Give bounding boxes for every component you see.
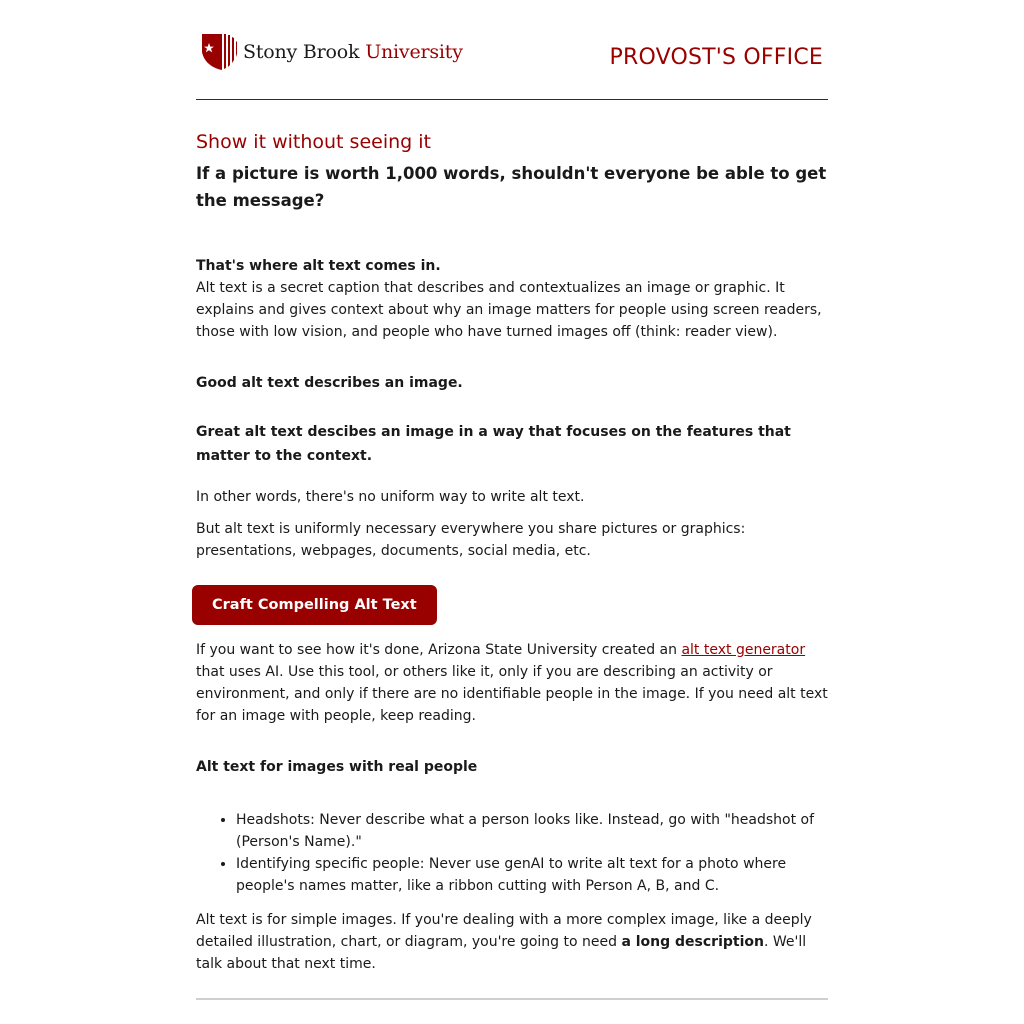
- necessary-text: But alt text is uniformly necessary everywhere you share pictures or graphics: presentations, webpages, documents, social media, etc.: [196, 521, 746, 559]
- craft-alt-text-button[interactable]: Craft Compelling Alt Text: [192, 585, 437, 625]
- intro-heading: That's where alt text comes in.: [196, 258, 441, 274]
- header: [196, 0, 828, 100]
- university-logo[interactable]: [201, 32, 463, 72]
- logo-wordmark: [243, 41, 463, 63]
- people-heading: Alt text for images with real people: [196, 759, 478, 775]
- logo-text-accent: University: [365, 41, 463, 63]
- other-words-text: In other words, there's no uniform way to write alt text.: [196, 489, 585, 505]
- good-alt-text: Good alt text describes an image.: [196, 375, 463, 391]
- article-body: [196, 130, 828, 975]
- generator-text-after: that uses AI. Use this tool, or others like it, only if you are describing an activity or environment, and only if there are no identifiable people in the image. If you need alt text for an image with people, keep reading.: [196, 664, 828, 724]
- closing-text-before: Alt text is for simple images. If you're dealing with a more complex image, like a deeply detailed illustration, chart, or diagram, you're going to need: [196, 912, 812, 950]
- intro-text: Alt text is a secret caption that describes and contextualizes an image or graphic. It explains and gives context about why an image matters for people using screen readers, those with low vision, and people who have turned images off (think: reader view).: [196, 280, 822, 340]
- button-row: [196, 585, 828, 625]
- people-bullet-list: [196, 809, 828, 897]
- logo-text-main: Stony Brook: [243, 41, 366, 63]
- email-page: [196, 0, 828, 972]
- shield-logo-icon: [201, 32, 237, 72]
- generator-paragraph: [196, 639, 828, 727]
- article-title: Show it without seeing it: [196, 131, 431, 153]
- article-subtitle: If a picture is worth 1,000 words, shouldn't everyone be able to get the message?: [196, 164, 827, 210]
- generator-text-before: If you want to see how it's done, Arizona State University created an: [196, 642, 682, 658]
- great-alt-text: Great alt text descibes an image in a way that focuses on the features that matter to the context.: [196, 424, 791, 464]
- list-item: • Headshots: Never describe what a person looks like. Instead, go with "headshot of (Person's Name).": [236, 809, 828, 853]
- alt-text-generator-link[interactable]: alt text generator: [681, 642, 806, 658]
- closing-paragraph: [196, 909, 828, 975]
- footer-divider: [196, 998, 828, 1000]
- list-item: • Identifying specific people: Never use genAI to write alt text for a photo where people's names matter, like a ribbon cutting with Person A, B, and C.: [236, 853, 828, 897]
- closing-text-after: . We'll talk about that next time.: [196, 934, 807, 972]
- closing-text-bold: a long description: [621, 934, 764, 950]
- office-title: PROVOST'S OFFICE: [609, 45, 823, 70]
